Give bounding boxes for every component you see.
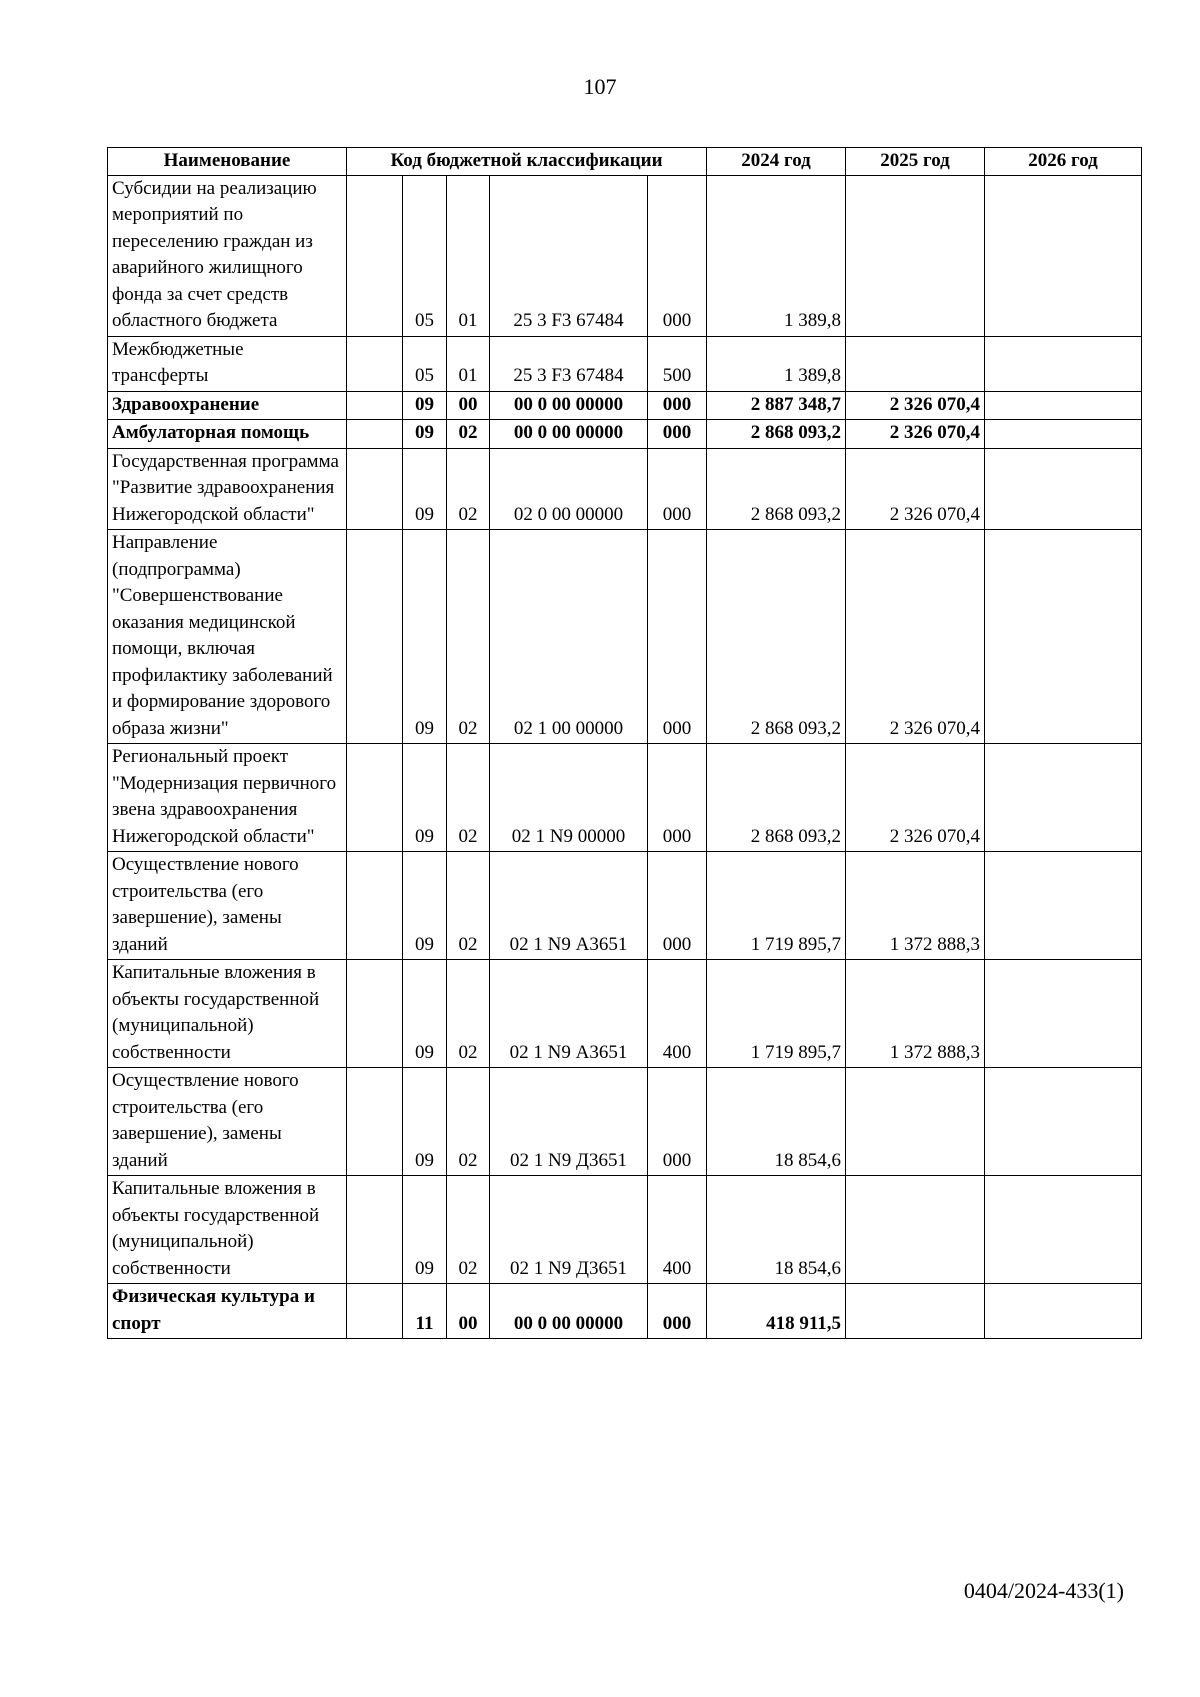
- row-2024: 1 719 895,7: [707, 960, 846, 1068]
- row-empty-code: [347, 448, 403, 530]
- row-section: 09: [403, 448, 447, 530]
- row-target-article: 02 1 N9 00000: [490, 744, 648, 852]
- table-body: [108, 175, 1142, 1339]
- row-subsection: 02: [447, 852, 490, 960]
- row-subsection: 01: [447, 175, 490, 336]
- row-2026: [985, 391, 1142, 420]
- row-2026: [985, 1284, 1142, 1339]
- row-expense-type: 000: [648, 448, 707, 530]
- row-section: 09: [403, 960, 447, 1068]
- row-section: 09: [403, 420, 447, 449]
- document-number: 0404/2024-433(1): [963, 1578, 1124, 1603]
- row-2025: [846, 1176, 985, 1284]
- row-section: 05: [403, 336, 447, 391]
- row-expense-type: 000: [648, 852, 707, 960]
- row-2026: [985, 1068, 1142, 1176]
- row-2025: 2 326 070,4: [846, 448, 985, 530]
- row-2026: [985, 960, 1142, 1068]
- row-name: Капитальные вложения в объекты государственной (муниципальной) собственности: [108, 960, 347, 1068]
- row-empty-code: [347, 420, 403, 449]
- header-2025: 2025 год: [846, 148, 985, 176]
- row-expense-type: 000: [648, 391, 707, 420]
- row-2024: 1 719 895,7: [707, 852, 846, 960]
- row-section: 09: [403, 391, 447, 420]
- row-subsection: 02: [447, 420, 490, 449]
- row-target-article: 25 3 F3 67484: [490, 175, 648, 336]
- table-row: [108, 1284, 1142, 1339]
- row-name: Амбулаторная помощь: [108, 420, 347, 449]
- row-name: Региональный проект "Модернизация первичного звена здравоохранения Нижегородской области": [108, 744, 347, 852]
- row-target-article: 02 0 00 00000: [490, 448, 648, 530]
- row-subsection: 02: [447, 530, 490, 744]
- row-expense-type: 000: [648, 1284, 707, 1339]
- row-empty-code: [347, 744, 403, 852]
- row-name: Осуществление нового строительства (его завершение), замены зданий: [108, 1068, 347, 1176]
- row-2025: [846, 1284, 985, 1339]
- row-name: Государственная программа "Развитие здравоохранения Нижегородской области": [108, 448, 347, 530]
- row-section: 09: [403, 530, 447, 744]
- row-subsection: 00: [447, 391, 490, 420]
- row-2024: 2 868 093,2: [707, 530, 846, 744]
- row-2024: 2 868 093,2: [707, 448, 846, 530]
- row-target-article: 02 1 N9 Д3651: [490, 1176, 648, 1284]
- row-empty-code: [347, 391, 403, 420]
- header-2024: 2024 год: [707, 148, 846, 176]
- row-2024: 18 854,6: [707, 1176, 846, 1284]
- row-2024: 2 887 348,7: [707, 391, 846, 420]
- row-section: 09: [403, 1176, 447, 1284]
- row-section: 09: [403, 744, 447, 852]
- row-subsection: 02: [447, 960, 490, 1068]
- row-expense-type: 500: [648, 336, 707, 391]
- row-2026: [985, 1176, 1142, 1284]
- row-2024: 1 389,8: [707, 336, 846, 391]
- row-empty-code: [347, 175, 403, 336]
- row-target-article: 02 1 N9 А3651: [490, 960, 648, 1068]
- row-expense-type: 000: [648, 175, 707, 336]
- row-target-article: 00 0 00 00000: [490, 391, 648, 420]
- row-2026: [985, 530, 1142, 744]
- row-2024: 418 911,5: [707, 1284, 846, 1339]
- row-empty-code: [347, 1284, 403, 1339]
- table-row: [108, 852, 1142, 960]
- row-section: 05: [403, 175, 447, 336]
- row-empty-code: [347, 852, 403, 960]
- header-code: Код бюджетной классификации: [347, 148, 707, 176]
- row-expense-type: 000: [648, 744, 707, 852]
- row-2024: 18 854,6: [707, 1068, 846, 1176]
- row-2025: 2 326 070,4: [846, 744, 985, 852]
- row-target-article: 00 0 00 00000: [490, 420, 648, 449]
- row-target-article: 25 3 F3 67484: [490, 336, 648, 391]
- row-name: Межбюджетные трансферты: [108, 336, 347, 391]
- row-subsection: 02: [447, 1068, 490, 1176]
- row-empty-code: [347, 1068, 403, 1176]
- row-2025: [846, 336, 985, 391]
- table-row: [108, 448, 1142, 530]
- row-name: Осуществление нового строительства (его завершение), замены зданий: [108, 852, 347, 960]
- row-name: Здравоохранение: [108, 391, 347, 420]
- row-expense-type: 000: [648, 1068, 707, 1176]
- table-header-row: [108, 148, 1142, 176]
- table-row: [108, 336, 1142, 391]
- table-row: [108, 530, 1142, 744]
- header-name: Наименование: [108, 148, 347, 176]
- table-row: [108, 960, 1142, 1068]
- row-2025: 1 372 888,3: [846, 960, 985, 1068]
- row-empty-code: [347, 960, 403, 1068]
- row-2025: 2 326 070,4: [846, 420, 985, 449]
- row-2024: 2 868 093,2: [707, 744, 846, 852]
- row-target-article: 02 1 N9 Д3651: [490, 1068, 648, 1176]
- row-empty-code: [347, 336, 403, 391]
- table-row: [108, 1068, 1142, 1176]
- budget-table: [107, 147, 1142, 1339]
- table-row: [108, 420, 1142, 449]
- row-target-article: 00 0 00 00000: [490, 1284, 648, 1339]
- row-section: 09: [403, 852, 447, 960]
- row-subsection: 01: [447, 336, 490, 391]
- row-2025: 2 326 070,4: [846, 530, 985, 744]
- row-2026: [985, 336, 1142, 391]
- row-section: 09: [403, 1068, 447, 1176]
- row-subsection: 00: [447, 1284, 490, 1339]
- row-2025: 2 326 070,4: [846, 391, 985, 420]
- row-subsection: 02: [447, 744, 490, 852]
- row-subsection: 02: [447, 1176, 490, 1284]
- row-name: Физическая культура и спорт: [108, 1284, 347, 1339]
- row-expense-type: 000: [648, 420, 707, 449]
- row-name: Субсидии на реализацию мероприятий по переселению граждан из аварийного жилищного фонда за счет средств областного бюджета: [108, 175, 347, 336]
- row-2026: [985, 175, 1142, 336]
- row-2025: [846, 1068, 985, 1176]
- row-name: Капитальные вложения в объекты государственной (муниципальной) собственности: [108, 1176, 347, 1284]
- row-name: Направление (подпрограмма) "Совершенствование оказания медицинской помощи, включая профилактику заболеваний и формирование здорового образа жизни": [108, 530, 347, 744]
- row-expense-type: 400: [648, 960, 707, 1068]
- row-empty-code: [347, 1176, 403, 1284]
- row-empty-code: [347, 530, 403, 744]
- row-subsection: 02: [447, 448, 490, 530]
- row-expense-type: 000: [648, 530, 707, 744]
- row-target-article: 02 1 N9 А3651: [490, 852, 648, 960]
- table-row: [108, 744, 1142, 852]
- row-2026: [985, 420, 1142, 449]
- row-2024: 1 389,8: [707, 175, 846, 336]
- table-row: [108, 175, 1142, 336]
- row-2025: 1 372 888,3: [846, 852, 985, 960]
- row-expense-type: 400: [648, 1176, 707, 1284]
- row-2026: [985, 744, 1142, 852]
- table-row: [108, 1176, 1142, 1284]
- row-section: 11: [403, 1284, 447, 1339]
- row-2026: [985, 448, 1142, 530]
- row-2026: [985, 852, 1142, 960]
- page-number: 107: [583, 74, 617, 99]
- row-2024: 2 868 093,2: [707, 420, 846, 449]
- header-2026: 2026 год: [985, 148, 1142, 176]
- row-target-article: 02 1 00 00000: [490, 530, 648, 744]
- row-2025: [846, 175, 985, 336]
- table-row: [108, 391, 1142, 420]
